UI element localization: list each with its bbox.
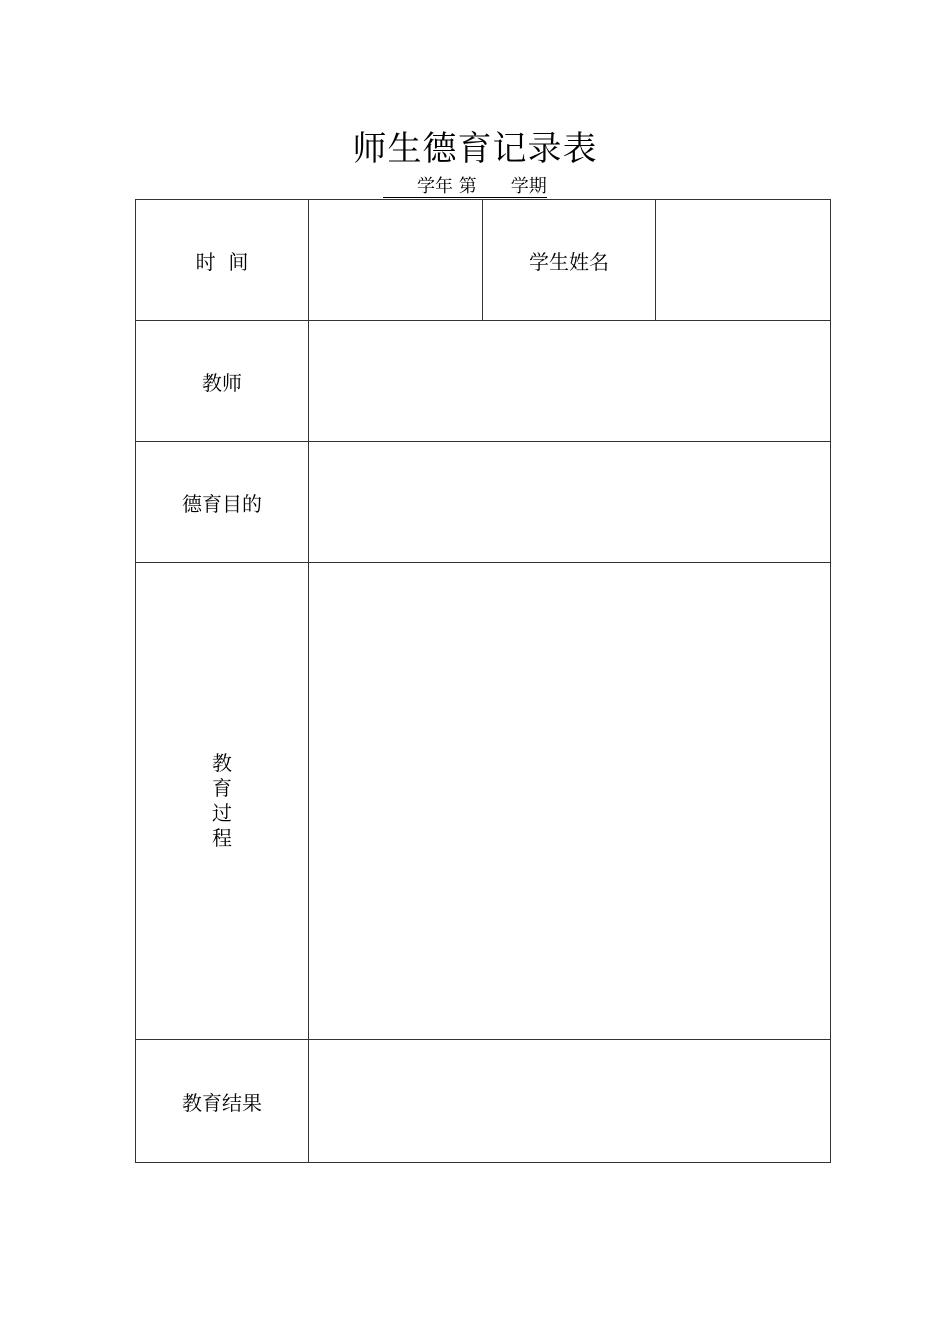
goal-value-cell[interactable] bbox=[309, 442, 831, 563]
table-row-goal bbox=[136, 442, 831, 563]
teacher-label: 教师 bbox=[202, 370, 242, 395]
goal-label: 德育目的 bbox=[182, 491, 262, 516]
student-name-label: 学生姓名 bbox=[529, 249, 609, 274]
year-label: 学年 bbox=[417, 176, 453, 197]
term-prefix bbox=[453, 176, 477, 198]
term-prefix-text: 第 bbox=[458, 176, 477, 197]
time-label: 时 间 bbox=[195, 249, 249, 274]
time-value-cell[interactable] bbox=[309, 200, 483, 321]
student-name-value-cell[interactable] bbox=[656, 200, 831, 321]
result-label: 教育结果 bbox=[182, 1090, 262, 1115]
table-row-process bbox=[136, 563, 831, 1040]
year-blank-field[interactable] bbox=[383, 176, 417, 198]
goal-label-cell bbox=[136, 442, 309, 563]
process-value-cell[interactable] bbox=[309, 563, 831, 1040]
table-row-result bbox=[136, 1040, 831, 1163]
term-blank-field[interactable] bbox=[477, 176, 511, 198]
table-row-teacher bbox=[136, 321, 831, 442]
result-value-cell[interactable] bbox=[309, 1040, 831, 1163]
time-label-cell bbox=[136, 200, 309, 321]
teacher-value-cell[interactable] bbox=[309, 321, 831, 442]
record-table bbox=[135, 199, 831, 1163]
table-row-time bbox=[136, 200, 831, 321]
term-label: 学期 bbox=[510, 176, 547, 197]
student-name-label-cell bbox=[483, 200, 656, 321]
page-title: 师生德育记录表 bbox=[352, 129, 598, 169]
teacher-label-cell bbox=[136, 321, 309, 442]
process-label-cell bbox=[136, 563, 309, 1040]
semester-line bbox=[383, 176, 547, 198]
result-label-cell bbox=[136, 1040, 309, 1163]
process-label: 教育过程 bbox=[212, 751, 232, 850]
